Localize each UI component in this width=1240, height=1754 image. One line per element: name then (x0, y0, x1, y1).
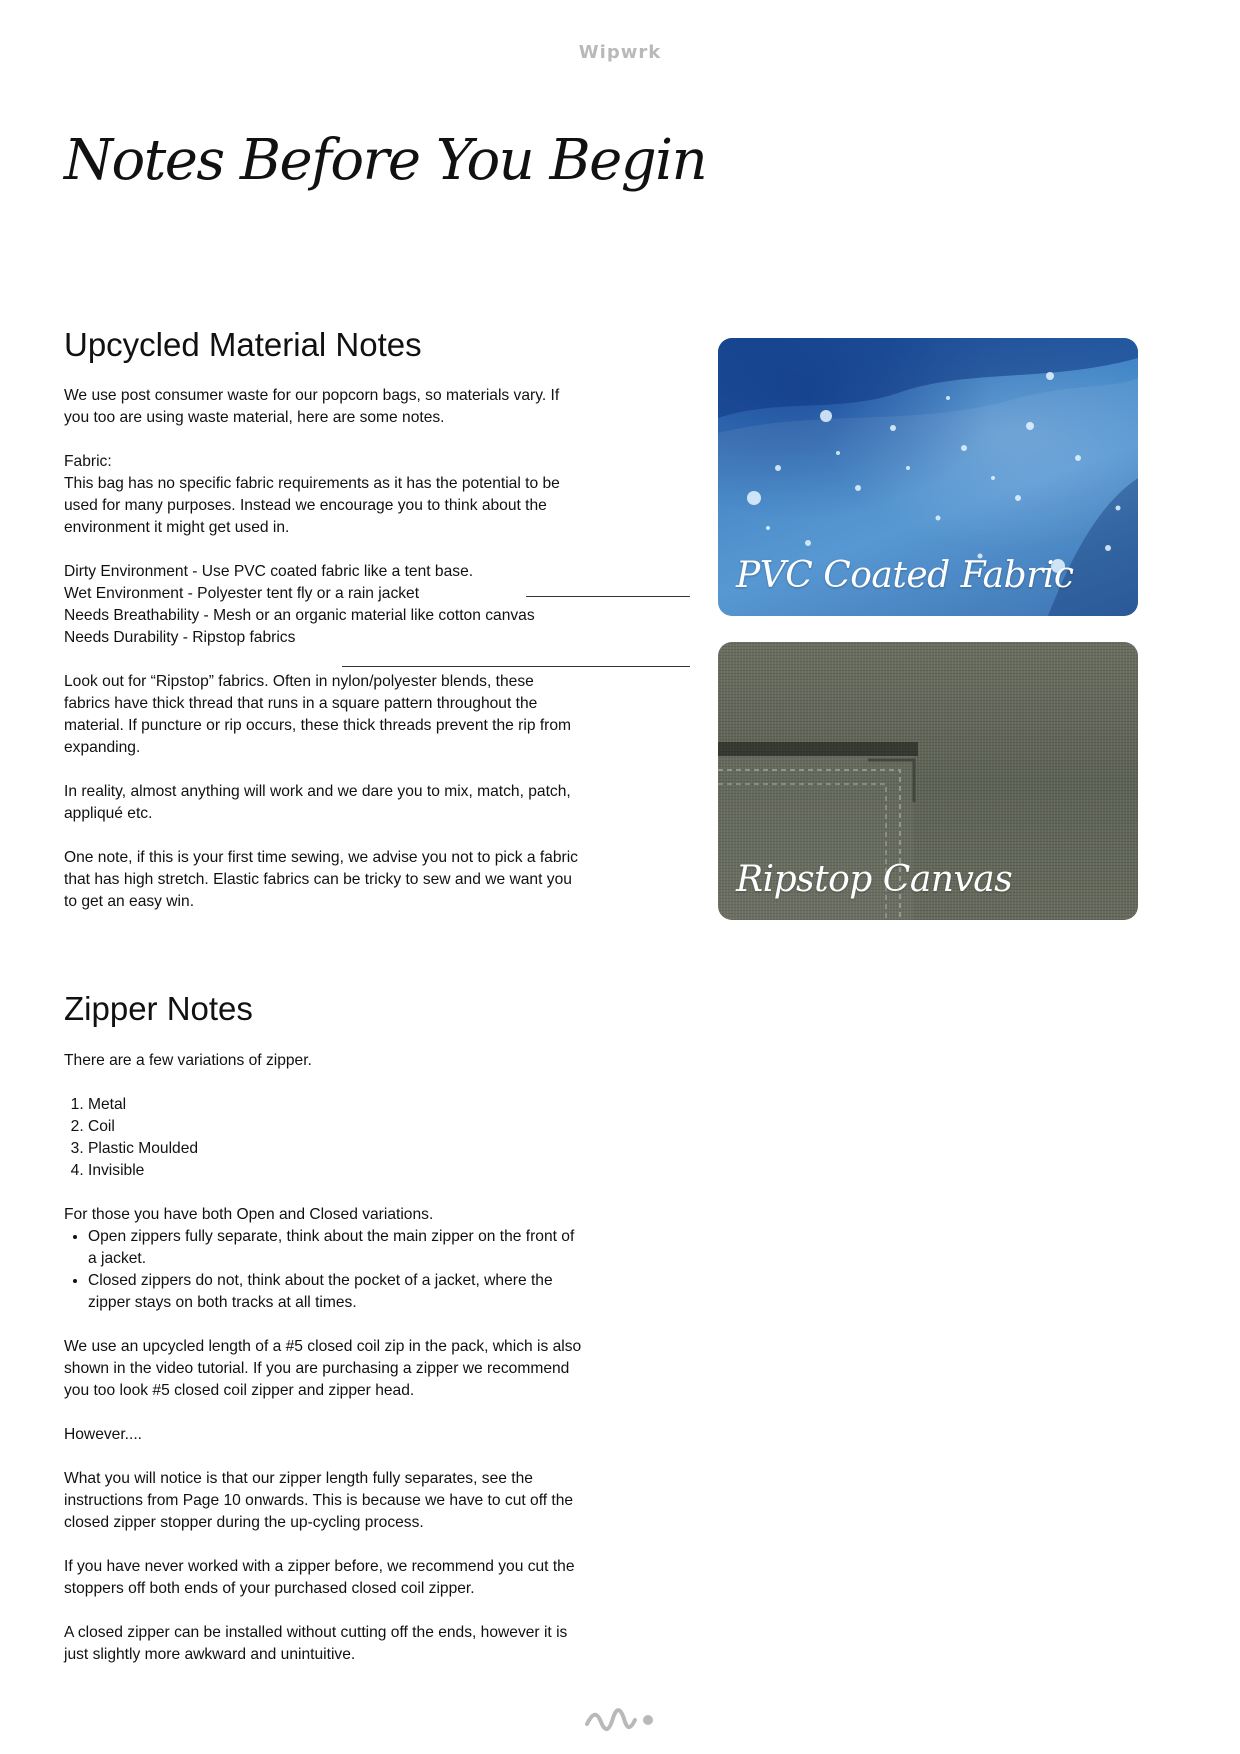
environment-item: Needs Breathability - Mesh or an organic material like cotton canvas (64, 607, 535, 624)
ripstop-text: Look out for “Ripstop” fabrics. Often in nylon/polyester blends, these fabrics have thick thread that runs in a square pattern throughout the material. If puncture or rip occurs, these thick threads prevent the rip from expanding. (64, 673, 572, 756)
pvc-fabric-image (718, 338, 1138, 616)
ripstop-image-label: Ripstop Canvas (736, 859, 1013, 900)
ripstop-canvas-image (718, 642, 1138, 920)
pvc-image-label: PVC Coated Fabric (736, 555, 1074, 596)
connector-line-ripstop (342, 666, 690, 667)
list-item: • Open zippers fully separate, think about the main zipper on the front of a jacket. (88, 1226, 584, 1270)
zipper-section (64, 1050, 584, 1666)
list-item: 4. Invisible (88, 1160, 584, 1182)
zipper-intro: There are a few variations of zipper. (64, 1052, 312, 1069)
variations-intro: For those you have both Open and Closed variations. (64, 1206, 434, 1223)
list-item: 3. Plastic Moulded (88, 1138, 584, 1160)
notice-text: What you will notice is that our zipper length fully separates, see the instructions from Page 10 onwards. This is because we have to cut off the closed zipper stopper during the up-cycling process. (64, 1470, 574, 1531)
brand-logo: Wipwrk (578, 42, 662, 63)
environment-item: Dirty Environment - Use PVC coated fabric like a tent base. (64, 563, 474, 580)
list-item: • Closed zippers do not, think about the pocket of a jacket, where the zipper stays on both tracks at all times. (88, 1270, 584, 1314)
environment-item: Wet Environment - Polyester tent fly or a rain jacket (64, 585, 420, 602)
material-intro: We use post consumer waste for our popcorn bags, so materials vary. If you too are using waste material, here are some notes. (64, 387, 560, 426)
zipper-usage-text: We use an upcycled length of a #5 closed coil zip in the pack, which is also shown in the video tutorial. If you are purchasing a zipper we recommend you too look #5 closed coil zipper and zipper head. (64, 1338, 582, 1399)
zipper-variations-list (64, 1226, 584, 1314)
material-heading: Upcycled Material Notes (64, 326, 422, 363)
however-text: However.... (64, 1426, 142, 1443)
reality-text: In reality, almost anything will work and we dare you to mix, match, patch, appliqué etc. (64, 783, 571, 822)
note-text: One note, if this is your first time sewing, we advise you not to pick a fabric that has high stretch. Elastic fabrics can be tricky to sew and we want you to get an easy win. (64, 849, 578, 910)
fabric-text: This bag has no specific fabric requirements as it has the potential to be used for many purposes. Instead we encourage you to think about the environment it might get used in. (64, 475, 560, 536)
squiggle-logo-icon (585, 1704, 665, 1734)
material-section (64, 385, 584, 913)
environment-item: Needs Durability - Ripstop fabrics (64, 629, 296, 646)
zipper-types-list (64, 1094, 584, 1182)
connector-line-pvc (526, 596, 690, 597)
zipper-heading: Zipper Notes (64, 990, 253, 1027)
page-title: Notes Before You Begin (64, 128, 707, 193)
list-item: 2. Coil (88, 1116, 584, 1138)
closed-zipper-text: A closed zipper can be installed without cutting off the ends, however it is just slightly more awkward and unintuitive. (64, 1624, 568, 1663)
list-item: 1. Metal (88, 1094, 584, 1116)
never-worked-text: If you have never worked with a zipper before, we recommend you cut the stoppers off both ends of your purchased closed coil zipper. (64, 1558, 575, 1597)
fabric-label: Fabric: (64, 453, 112, 470)
